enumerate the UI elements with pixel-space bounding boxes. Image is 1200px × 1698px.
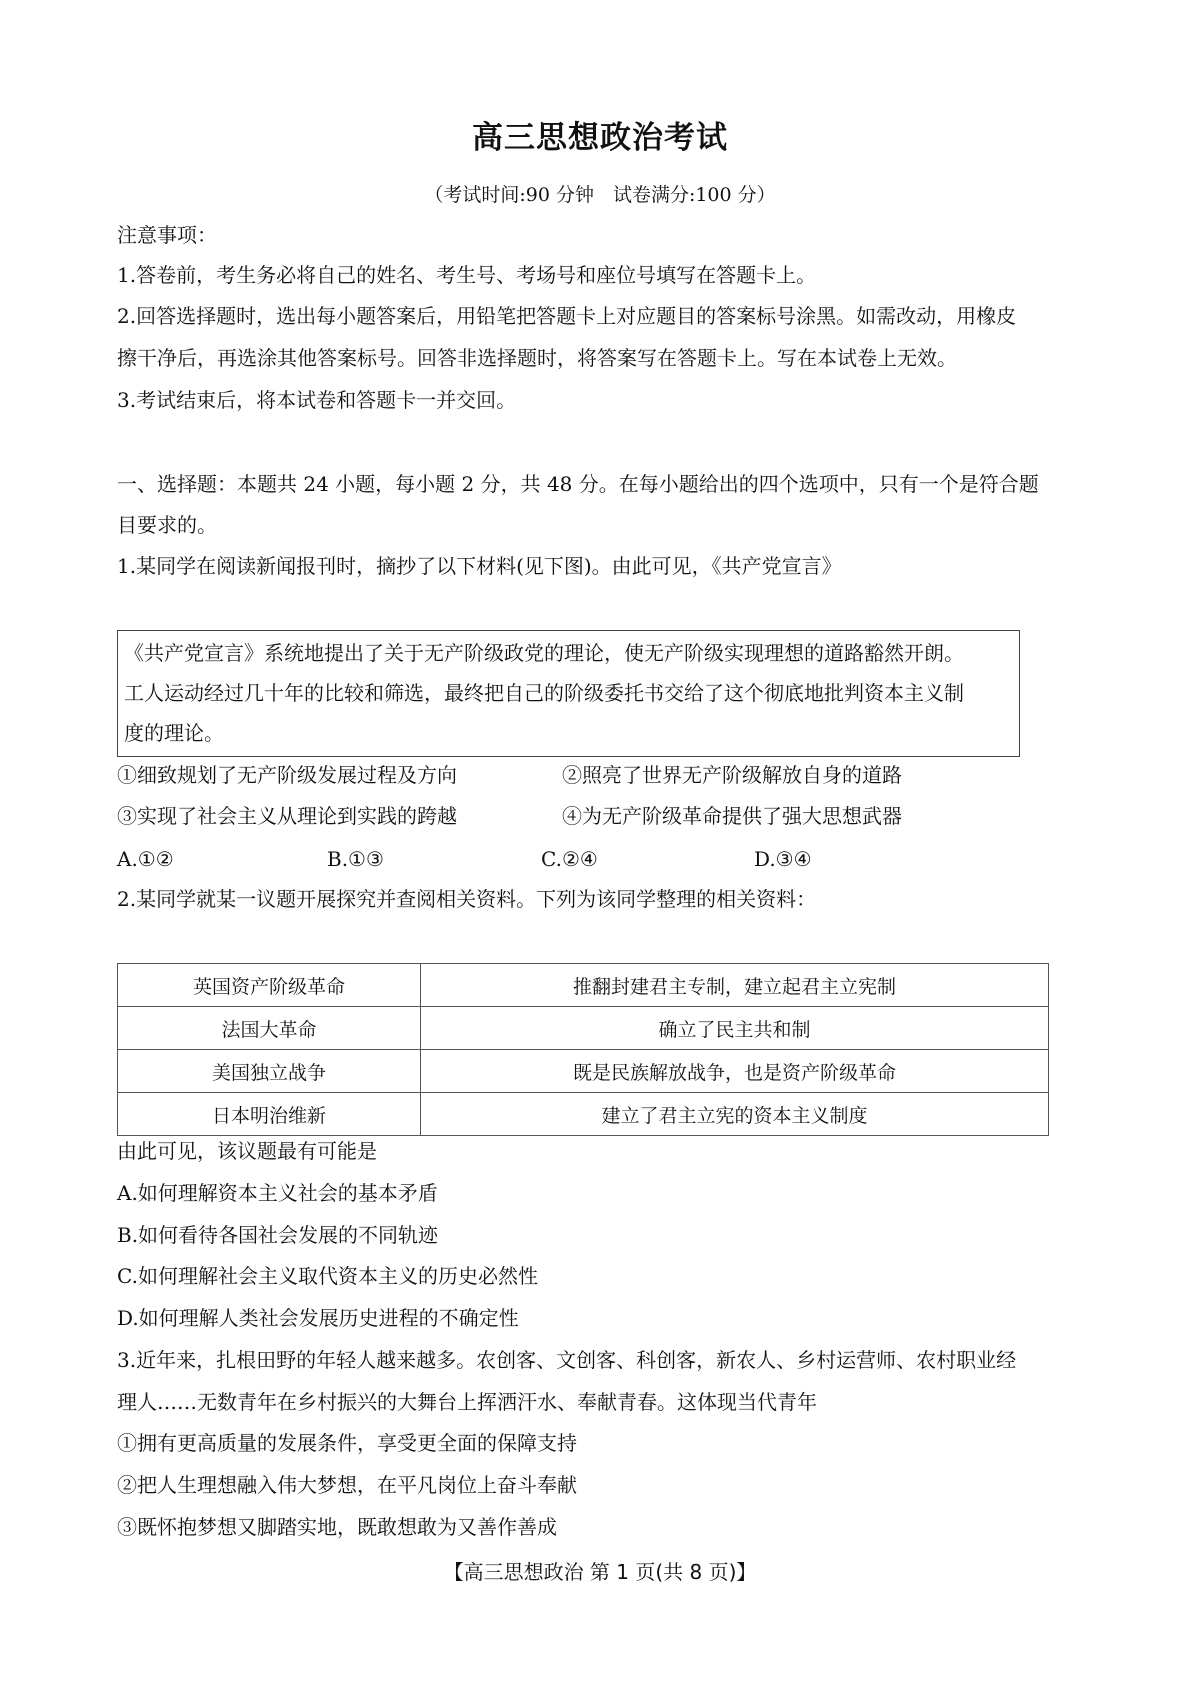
question-1-item: ②照亮了世界无产阶级解放自身的道路 — [562, 763, 902, 787]
question-3-stem-cont: 理人……无数青年在乡村振兴的大舞台上挥洒汗水、奉献青春。这体现当代青年 — [117, 1390, 817, 1414]
table-cell: 既是民族解放战争，也是资产阶级革命 — [421, 1050, 1049, 1093]
page-footer: 【高三思想政治 第 1 页(共 8 页)】 — [443, 1560, 757, 1584]
table-row — [118, 964, 1049, 1007]
table-cell: 推翻封建君主专制，建立起君主立宪制 — [421, 964, 1049, 1007]
table-cell: 确立了民主共和制 — [421, 1007, 1049, 1050]
question-2-prompt: 由此可见，该议题最有可能是 — [117, 1139, 377, 1163]
notes-heading: 注意事项： — [117, 223, 217, 247]
question-2-choice-a: A.如何理解资本主义社会的基本矛盾 — [117, 1181, 438, 1205]
table-row — [118, 1050, 1049, 1093]
material-line: 度的理论。 — [124, 721, 224, 745]
question-1-choice-b: B.①③ — [327, 847, 384, 871]
question-1-choice-c: C.②④ — [541, 847, 598, 871]
question-1-stem: 1.某同学在阅读新闻报刊时，摘抄了以下材料(见下图)。由此可见，《共产党宣言》 — [117, 554, 842, 578]
table-cell: 日本明治维新 — [118, 1093, 421, 1136]
section-heading: 一、选择题：本题共 24 小题，每小题 2 分，共 48 分。在每小题给出的四个选项中，只有一个是符合题 — [117, 472, 1039, 496]
table-row — [118, 1093, 1049, 1136]
question-2-stem: 2.某同学就某一议题开展探究并查阅相关资料。下列为该同学整理的相关资料： — [117, 887, 817, 911]
note-item: 擦干净后，再选涂其他答案标号。回答非选择题时，将答案写在答题卡上。写在本试卷上无效。 — [117, 346, 957, 370]
question-2-table — [117, 963, 1049, 1136]
section-heading-cont: 目要求的。 — [117, 513, 217, 537]
question-3-item: ①拥有更高质量的发展条件，享受更全面的保障支持 — [117, 1431, 577, 1455]
note-item: 3.考试结束后，将本试卷和答题卡一并交回。 — [117, 388, 517, 412]
table-row — [118, 1007, 1049, 1050]
question-3-item: ②把人生理想融入伟大梦想，在平凡岗位上奋斗奉献 — [117, 1473, 577, 1497]
note-item: 1.答卷前，考生务必将自己的姓名、考生号、考场号和座位号填写在答题卡上。 — [117, 263, 817, 287]
question-2-choice-d: D.如何理解人类社会发展历史进程的不确定性 — [117, 1306, 519, 1330]
question-1-item: ①细致规划了无产阶级发展过程及方向 — [117, 763, 457, 787]
question-3-item: ③既怀抱梦想又脚踏实地，既敢想敢为又善作善成 — [117, 1515, 557, 1539]
note-item: 2.回答选择题时，选出每小题答案后，用铅笔把答题卡上对应题目的答案标号涂黑。如需改动，用橡皮 — [117, 304, 1017, 328]
table-cell: 建立了君主立宪的资本主义制度 — [421, 1093, 1049, 1136]
question-1-item: ④为无产阶级革命提供了强大思想武器 — [562, 804, 902, 828]
page-title: 高三思想政治考试 — [472, 120, 728, 156]
question-1-material-box — [117, 630, 1020, 757]
material-line: 工人运动经过几十年的比较和筛选，最终把自己的阶级委托书交给了这个彻底地批判资本主义制 — [124, 681, 964, 705]
question-1-choice-d: D.③④ — [754, 847, 812, 871]
question-3-stem: 3.近年来，扎根田野的年轻人越来越多。农创客、文创客、科创客，新农人、乡村运营师、农村职业经 — [117, 1348, 1017, 1372]
question-1-item: ③实现了社会主义从理论到实践的跨越 — [117, 804, 457, 828]
question-1-choice-a: A.①② — [117, 847, 174, 871]
table-cell: 法国大革命 — [118, 1007, 421, 1050]
table-cell: 英国资产阶级革命 — [118, 964, 421, 1007]
exam-info: （考试时间:90 分钟 试卷满分:100 分） — [424, 184, 776, 206]
material-line: 《共产党宣言》系统地提出了关于无产阶级政党的理论，使无产阶级实现理想的道路豁然开朗。 — [124, 641, 964, 665]
question-2-choice-c: C.如何理解社会主义取代资本主义的历史必然性 — [117, 1264, 538, 1288]
question-2-choice-b: B.如何看待各国社会发展的不同轨迹 — [117, 1223, 439, 1247]
table-cell: 美国独立战争 — [118, 1050, 421, 1093]
